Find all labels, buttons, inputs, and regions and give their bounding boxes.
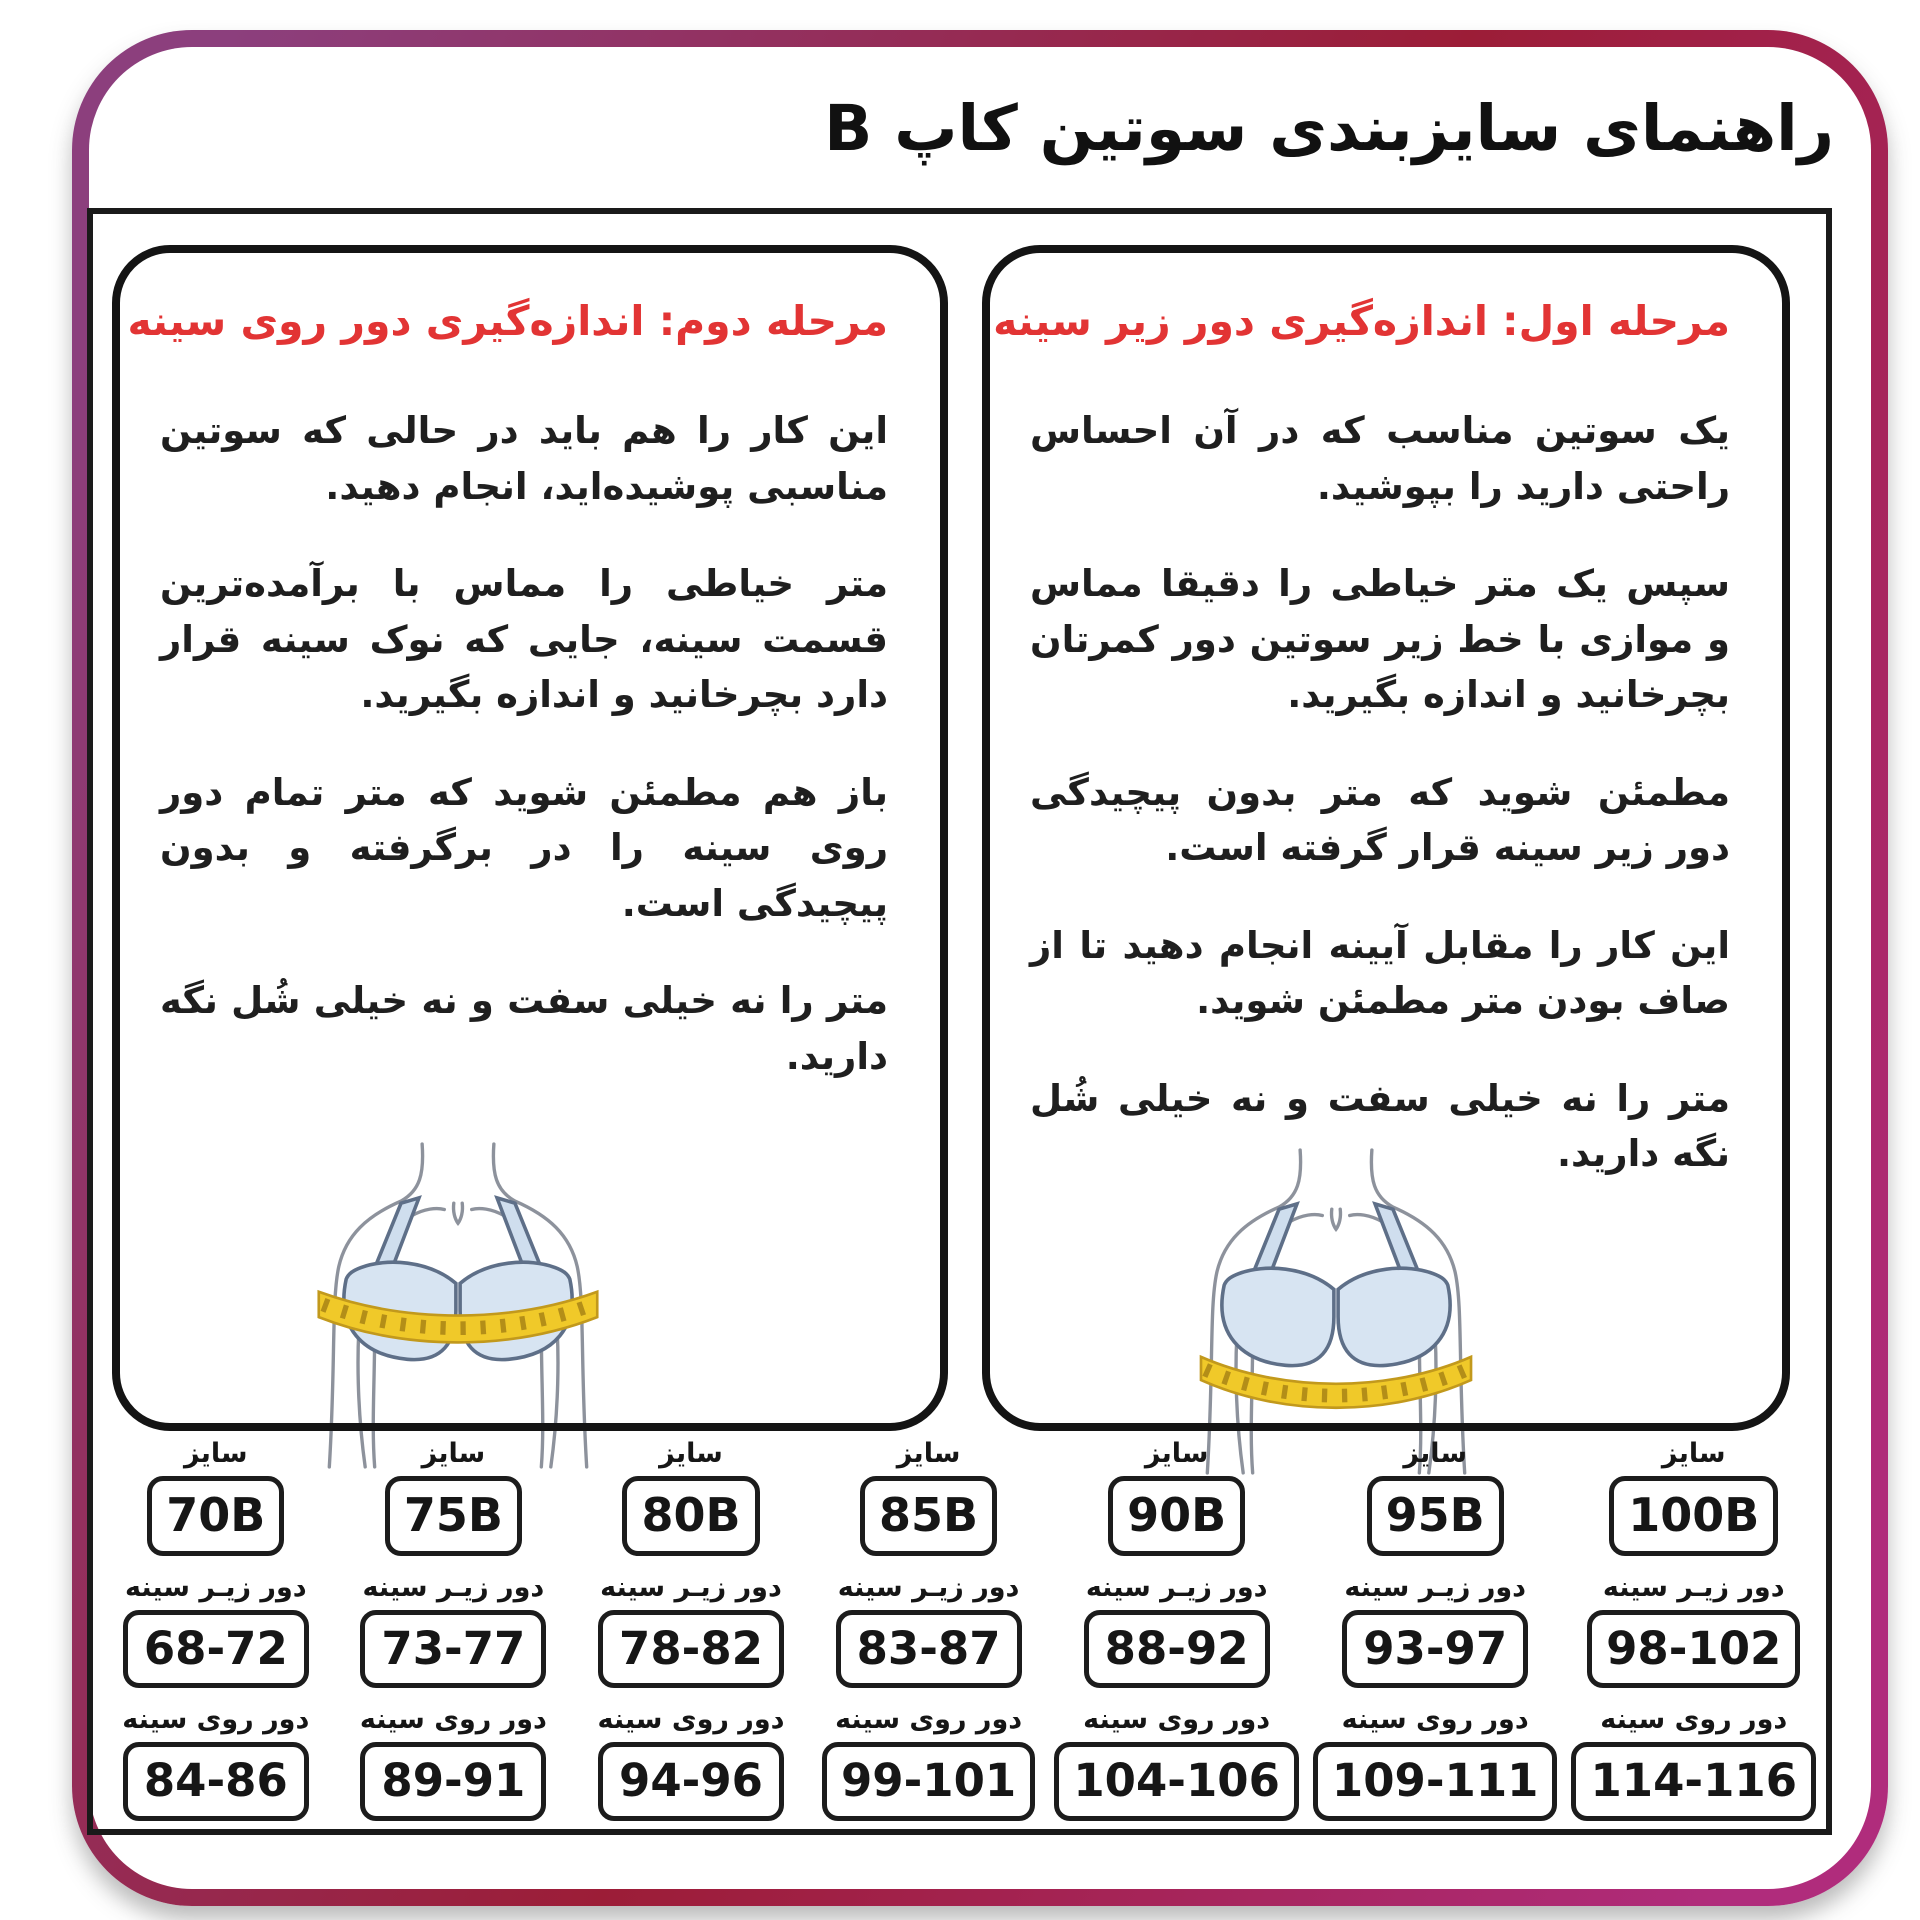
overbust-range-box: 99-101 [822, 1742, 1035, 1821]
size-label: سایز [659, 1438, 723, 1469]
underbust-range-box: 93-97 [1342, 1610, 1528, 1689]
size-label: سایز [896, 1438, 961, 1469]
overbust-label: دور روی سینه [1083, 1704, 1271, 1736]
underbust-label: دور زیـر سینه [1344, 1571, 1527, 1603]
underbust-label: دور زیـر سینه [1602, 1571, 1785, 1603]
size-value-box: 100B [1609, 1476, 1778, 1556]
underbust-label: دور زیـر سینه [124, 1571, 307, 1603]
size-table [104, 1438, 1816, 1821]
instruction-paragraph: این کار را مقابل آیینه انجام دهید تا از صاف بودن متر مطمئن شوید. [1030, 923, 1730, 1022]
step1-header: مرحله اول: اندازه‌گیری دور زیر سینه [993, 297, 1730, 345]
step2-panel [112, 245, 948, 1431]
size-column [1054, 1438, 1299, 1821]
overbust-range-box: 109-111 [1313, 1742, 1558, 1821]
size-label: سایز [183, 1438, 248, 1469]
overbust-label: دور روی سینه [835, 1704, 1023, 1736]
underbust-range-box: 83-87 [836, 1610, 1022, 1689]
size-label: سایز [421, 1438, 486, 1469]
underbust-range-box: 78-82 [598, 1610, 784, 1689]
instruction-paragraph: متر را نه خیلی سفت و نه خیلی شُل نگه دارید. [160, 979, 888, 1078]
size-value-box: 75B [385, 1476, 522, 1556]
size-value-box: 70B [147, 1476, 284, 1556]
size-value-box: 90B [1108, 1476, 1245, 1556]
size-column [1313, 1438, 1558, 1821]
overbust-range-box: 114-116 [1571, 1742, 1816, 1821]
overbust-range-box: 104-106 [1054, 1742, 1299, 1821]
overbust-range-box: 84-86 [123, 1742, 309, 1821]
size-column [817, 1438, 1041, 1821]
instruction-paragraph: متر را نه خیلی سفت و نه خیلی شُل نگه دارید. [1030, 1076, 1730, 1175]
instruction-paragraph: متر خیاطی را مماس با برآمده‌ترین قسمت سینه، جایی که نوک سینه قرار دارد بچرخانید و اندازه بگیرید. [160, 562, 888, 716]
instruction-paragraph: این کار را هم باید در حالی که سوتین مناسبی پوشیده‌اید، انجام دهید. [160, 409, 888, 508]
overbust-label: دور روی سینه [122, 1704, 310, 1736]
size-column [579, 1438, 803, 1821]
size-column [342, 1438, 566, 1821]
underbust-range-box: 73-77 [360, 1610, 546, 1689]
size-column [104, 1438, 328, 1821]
size-value-box: 95B [1367, 1476, 1504, 1556]
underbust-label: دور زیـر سینه [362, 1571, 545, 1603]
instruction-paragraph: مطمئن شوید که متر بدون پیچیدگی دور زیر سینه قرار گرفته است. [1030, 770, 1730, 869]
overbust-label: دور روی سینه [359, 1704, 547, 1736]
page-title: راهنمای سایزبندی سوتین کاپ B [824, 92, 1834, 165]
overbust-range-box: 89-91 [360, 1742, 546, 1821]
overbust-label: دور روی سینه [1600, 1704, 1788, 1736]
underbust-label: دور زیـر سینه [1085, 1571, 1268, 1603]
instruction-paragraph: یک سوتین مناسب که در آن احساس راحتی دارید را بپوشید. [1030, 409, 1730, 508]
size-label: سایز [1661, 1438, 1726, 1469]
size-value-box: 85B [860, 1476, 997, 1556]
underbust-range-box: 68-72 [123, 1610, 309, 1689]
step1-panel [982, 245, 1790, 1431]
underbust-range-box: 88-92 [1084, 1610, 1270, 1689]
underbust-label: دور زیـر سینه [837, 1571, 1020, 1603]
overbust-label: دور روی سینه [597, 1704, 785, 1736]
size-label: سایز [1403, 1438, 1467, 1469]
overbust-range-box: 94-96 [598, 1742, 784, 1821]
step2-header: مرحله دوم: اندازه‌گیری دور روی سینه [127, 297, 888, 345]
size-label: سایز [1144, 1438, 1209, 1469]
size-column [1571, 1438, 1816, 1821]
overbust-label: دور روی سینه [1341, 1704, 1529, 1736]
instruction-paragraph: سپس یک متر خیاطی را دقیقا مماس و موازی با خط زیر سوتین دور کمرتان بچرخانید و اندازه بگیرید. [1030, 562, 1730, 716]
underbust-label: دور زیـر سینه [600, 1571, 782, 1603]
instruction-paragraph: باز هم مطمئن شوید که متر تمام دور روی سینه را در برگرفته و بدون پیچیدگی است. [160, 770, 888, 925]
size-value-box: 80B [622, 1476, 759, 1556]
underbust-range-box: 98-102 [1587, 1610, 1800, 1689]
